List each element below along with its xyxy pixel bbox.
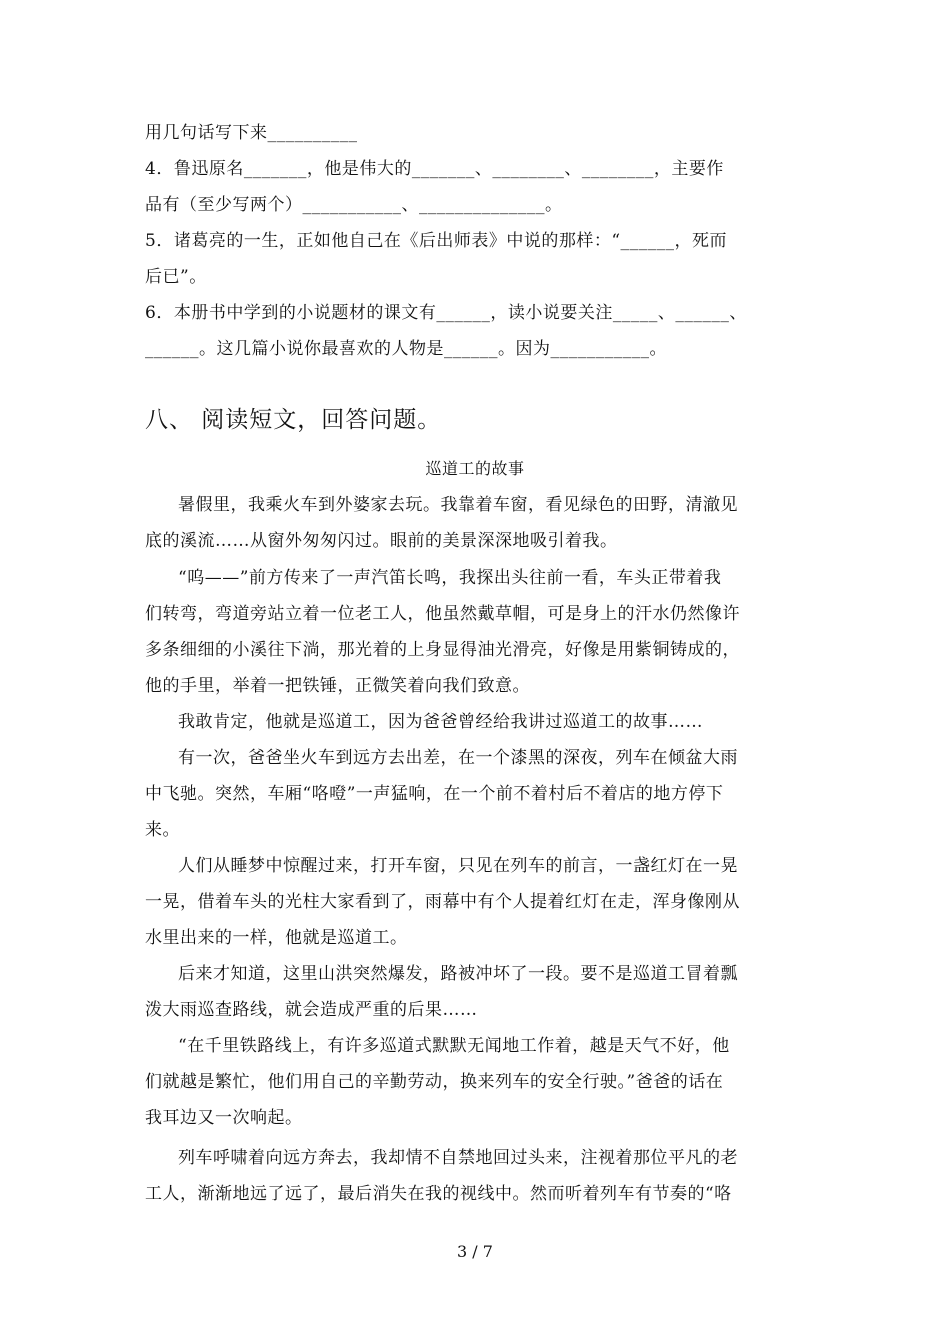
passage-line: 工人，渐渐地远了远了，最后消失在我的视线中。然而听着列车有节奏的“咯 — [145, 1184, 732, 1204]
passage-line: 暑假里，我乘火车到外婆家去玩。我靠着车窗，看见绿色的田野，清澈见 — [178, 495, 738, 515]
page-number: 3 / 7 — [457, 1242, 493, 1261]
passage-line: “呜——”前方传来了一声汽笛长鸣，我探出头往前一看，车头正带着我 — [178, 568, 722, 588]
passage-line: 水里出来的一样，他就是巡道工。 — [145, 928, 408, 948]
question-4-line-1: 4．鲁迅原名_______，他是伟大的_______、________、________，主要作 — [145, 159, 724, 179]
passage-line: 我耳边又一次响起。 — [145, 1108, 303, 1128]
passage-line: 来。 — [145, 820, 180, 840]
passage-line: 一晃，借着车头的光柱大家看到了，雨幕中有个人提着红灯在走，浑身像刚从 — [145, 892, 740, 912]
section-heading: 八、 阅读短文，回答问题。 — [145, 407, 442, 433]
question-4-line-2: 品有（至少写两个）___________、______________。 — [145, 195, 563, 215]
passage-line: 后来才知道，这里山洪突然爆发，路被冲坏了一段。要不是巡道工冒着瓢 — [178, 964, 738, 984]
question-6-line-2: ______。这几篇小说你最喜欢的人物是______。因为___________。 — [145, 339, 667, 359]
passage-line: 他的手里，举着一把铁锤，正微笑着向我们致意。 — [145, 676, 530, 696]
passage-line: 们就越是繁忙，他们用自己的辛勤劳动，换来列车的安全行驶。”爸爸的话在 — [145, 1072, 724, 1092]
passage-line: 们转弯，弯道旁站立着一位老工人，他虽然戴草帽，可是身上的汗水仍然像许 — [145, 604, 740, 624]
story-title: 巡道工的故事 — [425, 459, 525, 478]
passage-line: 底的溪流……从窗外匆匆闪过。眼前的美景深深地吸引着我。 — [145, 531, 618, 551]
question-3-tail: 用几句话写下来__________ — [145, 123, 358, 143]
question-5-line-1: 5．诸葛亮的一生，正如他自己在《后出师表》中说的那样：“______，死而 — [145, 231, 728, 251]
passage-line: 人们从睡梦中惊醒过来，打开车窗，只见在列车的前言，一盏红灯在一晃 — [178, 856, 738, 876]
passage-line: 中飞驰。突然，车厢“咯噔”一声猛响，在一个前不着村后不着店的地方停下 — [145, 784, 724, 804]
passage-line: 有一次，爸爸坐火车到远方去出差，在一个漆黑的深夜，列车在倾盆大雨 — [178, 748, 738, 768]
passage-line: 列车呼啸着向远方奔去，我却情不自禁地回过头来，注视着那位平凡的老 — [178, 1148, 738, 1168]
passage-line: 泼大雨巡查路线，就会造成严重的后果…… — [145, 1000, 478, 1020]
question-5-line-2: 后已”。 — [145, 267, 207, 287]
passage-line: 我敢肯定，他就是巡道工，因为爸爸曾经给我讲过巡道工的故事…… — [178, 712, 703, 732]
passage-line: 多条细细的小溪往下淌，那光着的上身显得油光滑亮，好像是用紫铜铸成的， — [145, 640, 740, 660]
question-6-line-1: 6．本册书中学到的小说题材的课文有______，读小说要关注_____、______、 — [145, 303, 747, 323]
passage-line: “在千里铁路线上，有许多巡道式默默无闻地工作着，越是天气不好，他 — [178, 1036, 730, 1056]
